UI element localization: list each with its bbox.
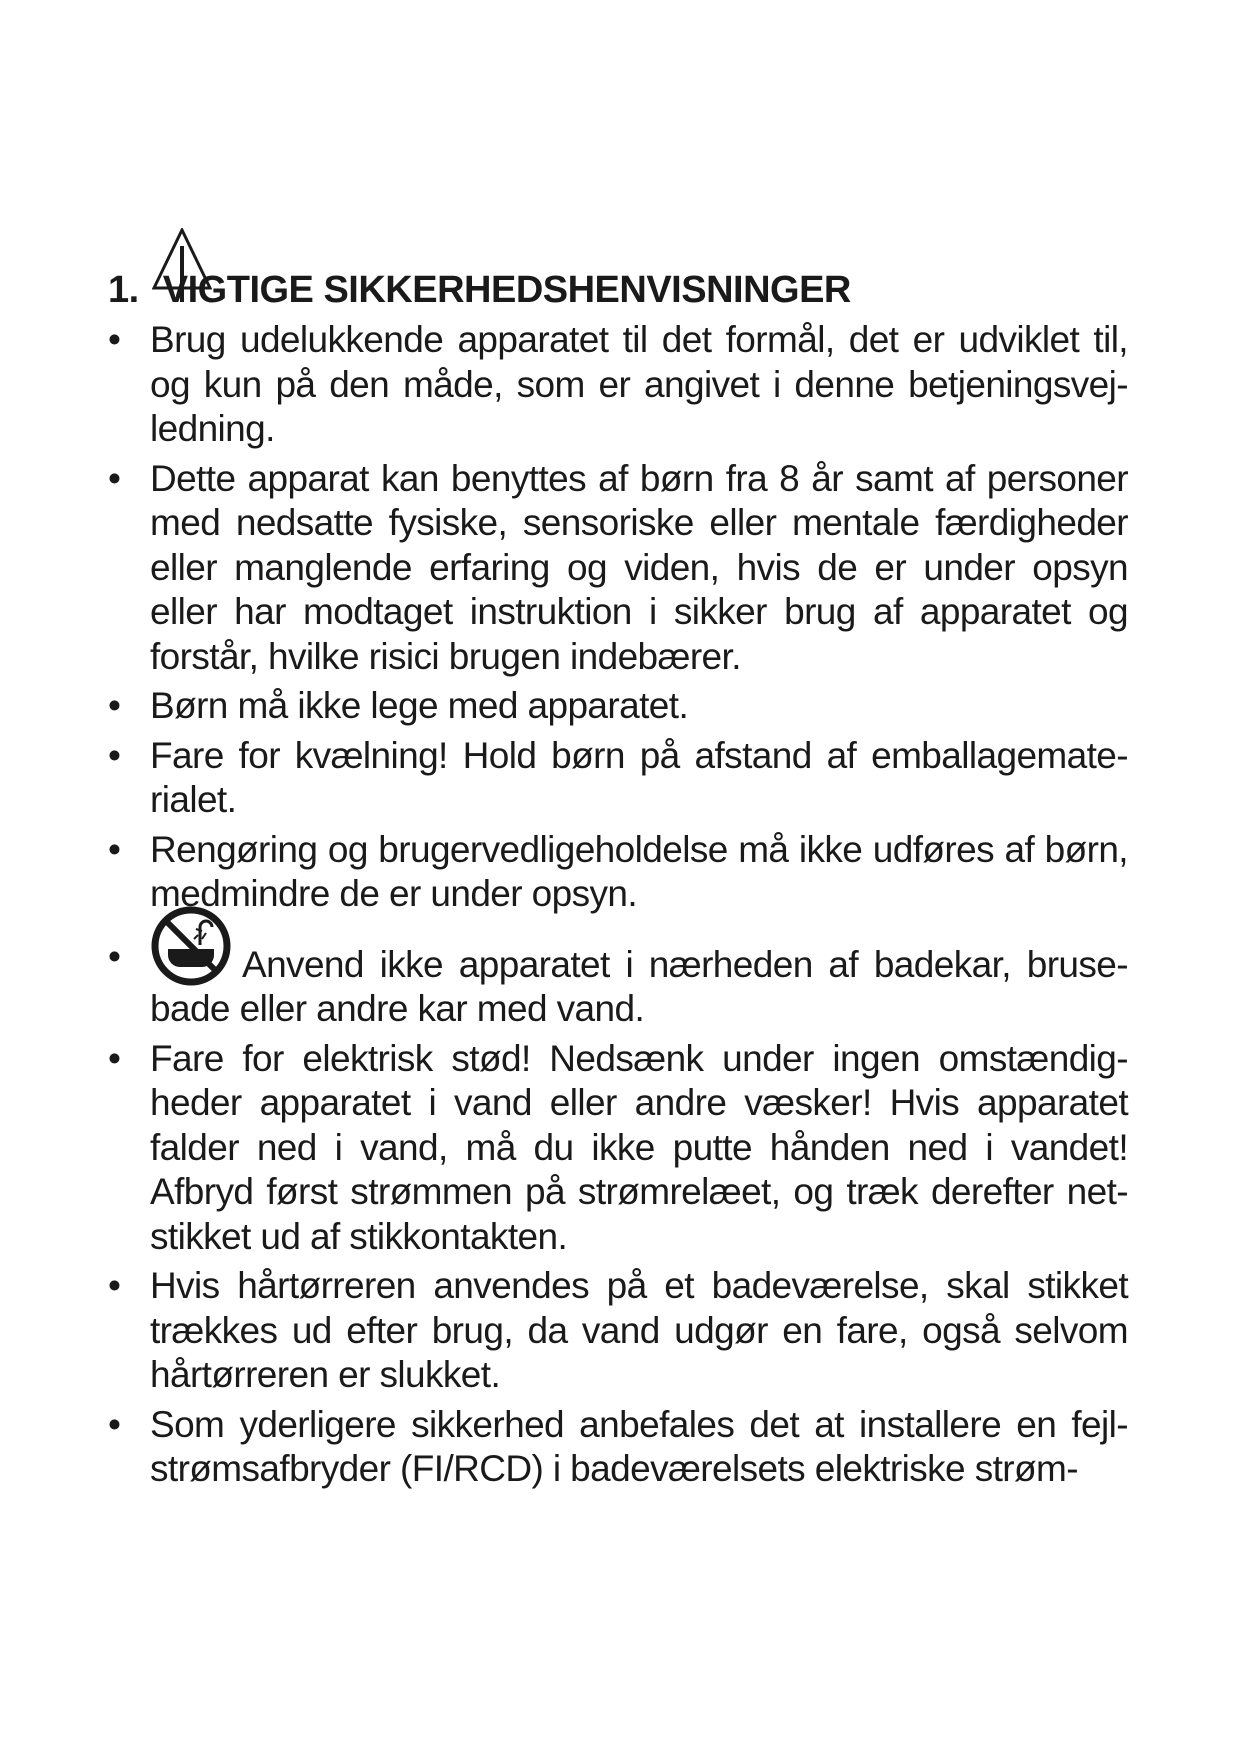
list-item: • Fare for elektrisk stød! Nedsænk under ingen omstændig-heder apparatet i vand eller andre væsker! Hvis apparatet falder ned i vand, må du ikke putte hånden ned i vandet! Afbryd først strømmen på strømrelæet, og træk derefter net-stikket ud af stikkontakten.: [108, 1037, 1128, 1257]
no-bathtub-icon: [150, 905, 232, 987]
list-item: • Rengøring og brugervedligeholdelse må ikke udføres af børn, medmindre de er under opsyn.: [108, 828, 1128, 914]
bullet: •: [108, 319, 121, 360]
section-title: VIGTIGE SIKKERHEDSHENVISNINGER: [162, 269, 851, 311]
bullet: •: [108, 1037, 121, 1079]
list-item: • Anvend ikke apparatet i nærheden af badekar, bruse-bade eller andre kar med vand.: [108, 935, 1128, 1032]
bullet: •: [108, 457, 121, 499]
list-item: • Brug udelukkende apparatet til det formål, det er udviklet til, og kun på den måde, som er angivet i denne betjeningsvej-ledning.: [108, 319, 1128, 449]
bullet: •: [108, 828, 121, 870]
bullet: •: [108, 685, 121, 726]
list-item: • Som yderligere sikkerhed anbefales det at installere en fejl-strømsafbryder (FI/RCD) i badeværelsets elektriske strøm-: [108, 1403, 1128, 1489]
list-item: • Børn må ikke lege med apparatet.: [108, 684, 1128, 729]
bullet: •: [108, 734, 121, 776]
bullet: •: [108, 1265, 121, 1306]
section-heading: [108, 268, 851, 312]
list-item: • Dette apparat kan benyttes af børn fra 8 år samt af personer med nedsatte fysiske, sensoriske eller mentale færdigheder eller manglende erfaring og viden, hvis de er under opsyn eller har modtaget instruktion i sikker brug af apparatet og forstår, hvilke risici brugen indebærer.: [108, 457, 1128, 677]
section-number: 1.: [108, 269, 139, 311]
bullet: •: [108, 935, 121, 977]
list-item: • Fare for kvælning! Hold børn på afstand af emballagemate-rialet.: [108, 734, 1128, 820]
safety-list: [108, 318, 1128, 1497]
list-item: • Hvis hårtørreren anvendes på et badeværelse, skal stikket trækkes ud efter brug, da vand udgør en fare, også selvom hårtørreren er slukket.: [108, 1265, 1128, 1395]
bullet: •: [108, 1403, 121, 1445]
